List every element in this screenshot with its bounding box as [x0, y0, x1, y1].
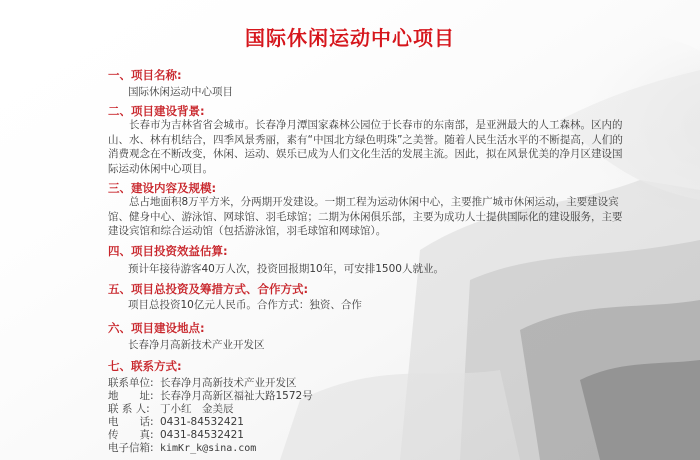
section-heading-background: 二、项目建设背景:: [108, 104, 205, 118]
contact-label: 电子信箱:: [108, 442, 154, 454]
contact-label: 地 址:: [108, 390, 154, 402]
contact-value: 0431-84532421: [160, 416, 244, 428]
contact-value: 丁小红 金美辰: [160, 403, 234, 415]
contact-row-person: [108, 403, 234, 416]
scope-text: 总占地面积8万平方米，分两期开发建设。一期工程为运动休闲中心，主要推广城市休闲运动，主要建设宾馆、健身中心、游泳馆、网球馆、羽毛球馆；二期为休闲俱乐部，主要为成功人士提供国际化的建设服务，主要建设宾馆和综合运动馆（包括游泳馆，羽毛球馆和网球馆）。: [108, 196, 623, 237]
section-heading-project-name: 一、项目名称:: [108, 68, 182, 82]
project-name-text: 国际休闲运动中心项目: [128, 86, 233, 98]
contact-value: 长春净月高新技术产业开发区: [160, 377, 297, 389]
benefit-text: 预计年接待游客40万人次，投资回报期10年，可安排1500人就业。: [128, 263, 444, 275]
investment-text: 项目总投资10亿元人民币。合作方式：独资、合作: [128, 299, 362, 311]
contact-email-value: kimKr_k@sina.com: [160, 443, 257, 454]
section-heading-location: 六、项目建设地点:: [108, 321, 205, 335]
contact-row-address: [108, 390, 313, 403]
section-heading-benefit: 四、项目投资效益估算:: [108, 244, 228, 258]
location-text: 长春净月高新技术产业开发区: [128, 339, 265, 351]
contact-row-email: [108, 442, 256, 455]
contact-row-unit: [108, 377, 297, 390]
contact-value: 0431-84532421: [160, 429, 244, 441]
contact-row-fax: [108, 429, 244, 442]
section-heading-scope: 三、建设内容及规模:: [108, 181, 217, 195]
page-title: 国际休闲运动中心项目: [245, 26, 455, 50]
contact-label: 联系单位:: [108, 377, 154, 389]
background-text: 长春市为吉林省省会城市。长春净月潭国家森林公园位于长春市的东南部，是亚洲最大的人工森林。区内的山、水、林有机结合，四季风景秀丽，素有“中国北方绿色明珠”之美誉。随着人民生活水平的不断提高，人们的消费观念在不断改变，休闲、运动、娱乐已成为人们文化生活的发展主流。因此，拟在风景优美的净月区建设国际运动休闲中心项目。: [108, 119, 623, 175]
contact-label: 电 话:: [108, 416, 154, 428]
contact-label: 联 系 人:: [108, 403, 150, 415]
contact-label: 传 真:: [108, 429, 154, 441]
contact-row-phone: [108, 416, 244, 429]
section-heading-investment: 五、项目总投资及筹措方式、合作方式:: [108, 282, 309, 296]
section-heading-contact: 七、联系方式:: [108, 359, 182, 373]
contact-value: 长春净月高新区福祉大路1572号: [160, 390, 313, 402]
